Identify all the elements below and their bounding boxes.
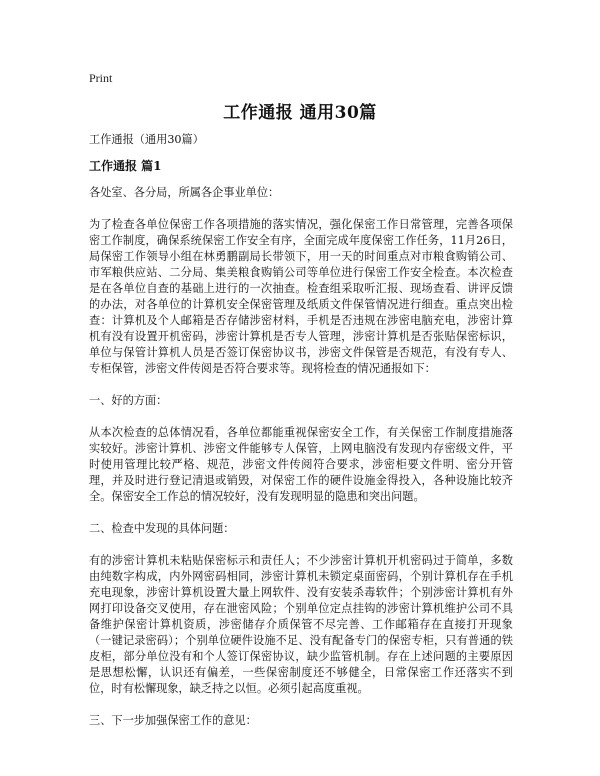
section-heading: 工作通报 篇1 <box>89 159 162 173</box>
print-link[interactable]: Print <box>89 71 113 85</box>
document-body <box>89 132 513 745</box>
heading-problems: 二、检查中发现的具体问题： <box>89 522 235 535</box>
document-subtitle: 工作通报（通用30篇） <box>89 133 204 146</box>
paragraph-problems: 有的涉密计算机未粘贴保密标示和责任人；不少涉密计算机开机密码过于简单，多数由纯数字构成，内外网密码相同，涉密计算机未锁定桌面密码，个别计算机存在手机充电现象，涉密计算机设置大量上网软件、没有安装杀毒软件；个别涉密计算机有外网打印设备交叉使用，存在泄密风险；个别单位定点挂钩的涉密计算机维护公司不具备维护保密计算机资质，涉密储存介质保管不尽完善、工作邮箱存在直接打开现象（一键记录密码）；个别单位硬件设施不足、没有配备专门的保密专柜，只有普通的铁皮柜，部分单位没有和个人签订保密协议，缺少监管机制。存在上述问题的主要原因是思想松懈，认识还有偏差，一些保密制度还不够健全，日常保密工作还落实不到位，时有松懈现象，缺乏持之以恒。必须引起高度重视。 <box>89 554 513 695</box>
page-title: 工作通报 通用30篇 <box>223 103 377 123</box>
heading-good-aspects: 一、好的方面： <box>89 394 168 407</box>
heading-next-steps: 三、下一步加强保密工作的意见： <box>89 714 257 727</box>
salutation: 各处室、各分局，所属各企事业单位： <box>89 186 280 199</box>
paragraph-good-aspects: 从本次检查的总体情况看，各单位都能重视保密安全工作，有关保密工作制度措施落实较好。涉密计算机、涉密文件能够专人保管，上网电脑没有发现内存密级文件，平时使用管理比较严格、规范，涉密文件传阅符合要求，涉密柜要文件明、密分开管理，并及时进行登记清退或销毁，对保密工作的硬件设施金得投入，各种设施比较齐全。保密安全工作总的情况较好，没有发现明显的隐患和突出问题。 <box>89 426 513 503</box>
intro-paragraph: 为了检查各单位保密工作各项措施的落实情况，强化保密工作日常管理，完善各项保密工作制度，确保系统保密工作安全有序，全面完成年度保密工作任务，11月26日，局保密工作领导小组在林勇鹏副局长带领下，用一天的时间重点对市粮食购销公司、市军粮供应站、二分局、集美粮食购销公司等单位进行保密工作安全检查。本次检查是在各单位自查的基础上进行的一次抽查。检查组采取听汇报、现场查看、讲评反馈的办法，对各单位的计算机安全保密管理及纸质文件保管情况进行细查。重点突出检查：计算机及个人邮箱是否存储涉密材料，手机是否违规在涉密电脑充电，涉密计算机有没有设置开机密码，涉密计算机是否专人管理，涉密计算机是否张贴保密标识，单位与保管计算机人员是否签订保密协议书，涉密文件保管是否规范，有没有专人、专柜保管，涉密文件传阅是否符合要求等。现将检查的情况通报如下： <box>89 218 513 375</box>
